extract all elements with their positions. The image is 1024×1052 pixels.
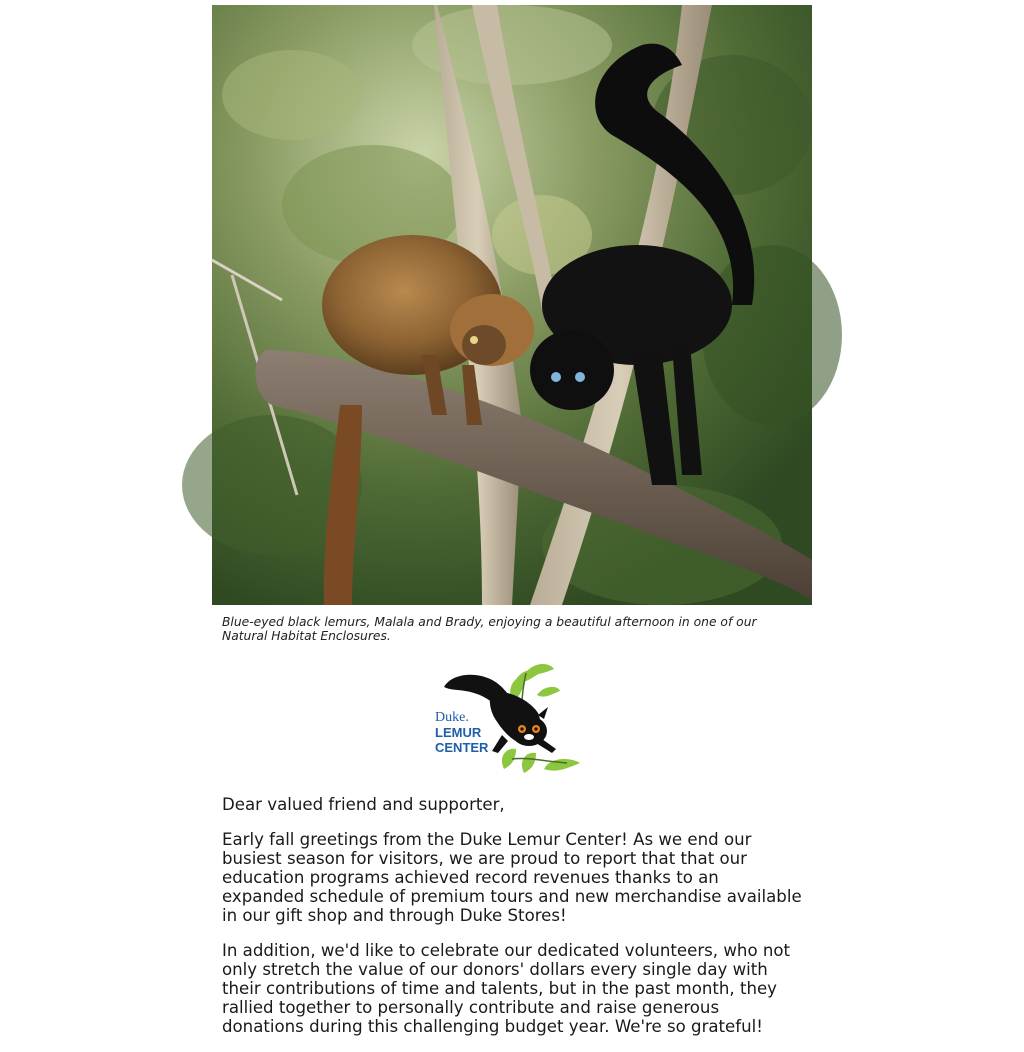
paragraph-1: Early fall greetings from the Duke Lemur Center! As we end our busiest season for visitors, we are proud to report that that our education programs achieved record revenues thanks to an expanded schedule of premium tours and new merchandise available in our gift shop and through Duke Stores! xyxy=(222,830,802,925)
logo-text-lemur: LEMUR xyxy=(435,725,482,740)
photo-caption: Blue-eyed black lemurs, Malala and Brady, enjoying a beautiful afternoon in one of our Natural Habitat Enclosures. xyxy=(222,615,757,643)
paragraph-2: In addition, we'd like to celebrate our dedicated volunteers, who not only stretch the value of our donors' dollars every single day with their contributions of time and talents, but in the past month, they rallied together to personally contribute and raise generous donations during this challenging budget year. We're so grateful! xyxy=(222,941,791,1036)
hero-photo xyxy=(212,5,812,605)
letter-body xyxy=(222,795,802,1036)
lemur-photo-illustration xyxy=(212,5,812,605)
greeting: Dear valued friend and supporter, xyxy=(222,795,505,814)
logo-text-center: CENTER xyxy=(435,740,489,755)
logo-text-duke: Duke. xyxy=(435,710,469,725)
logo-graphic xyxy=(432,661,592,789)
email-body xyxy=(212,5,812,1052)
duke-lemur-center-logo[interactable] xyxy=(212,661,812,789)
